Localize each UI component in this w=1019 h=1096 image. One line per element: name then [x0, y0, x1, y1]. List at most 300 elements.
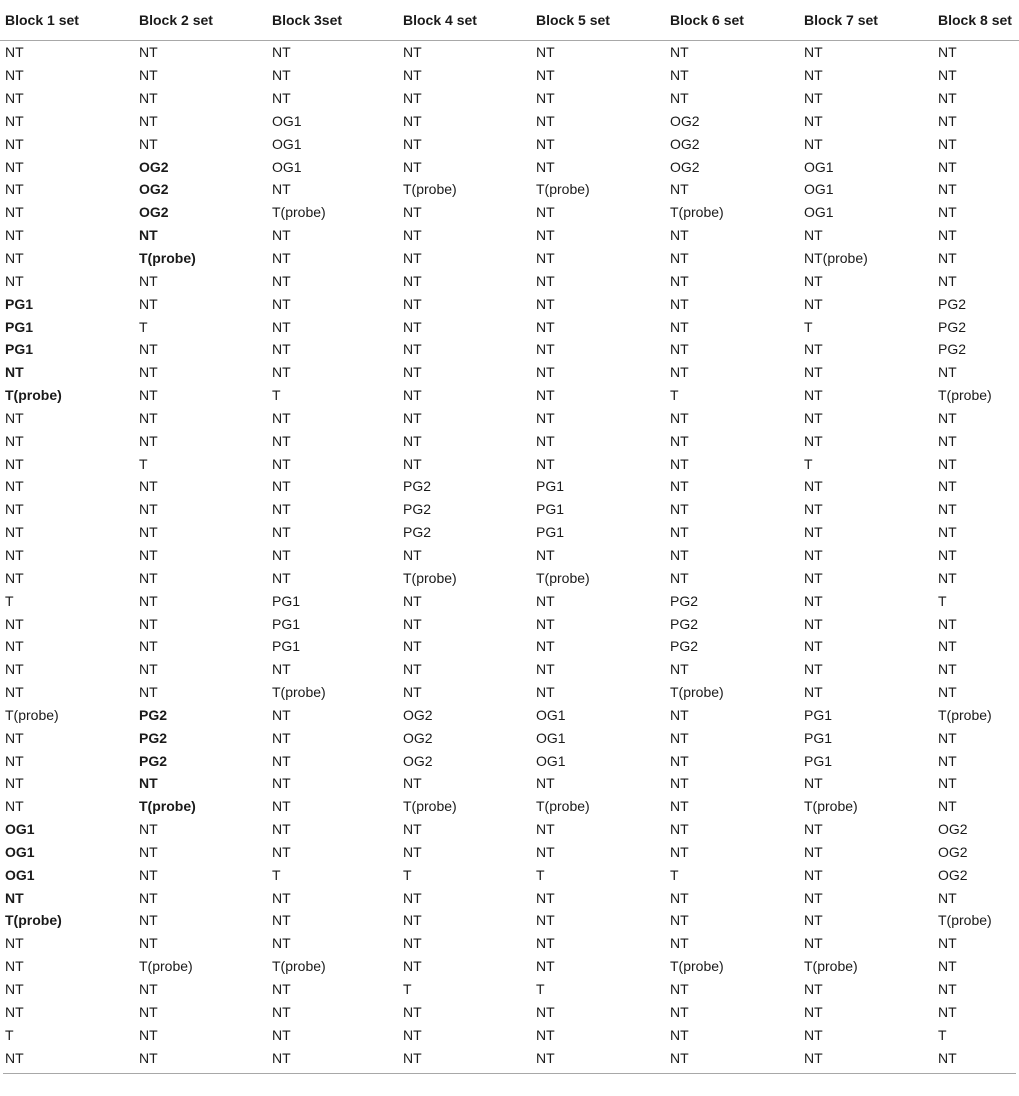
table-cell: T(probe): [804, 958, 858, 975]
table-cell: NT: [403, 67, 422, 84]
table-cell: OG1: [804, 204, 834, 221]
table-cell: NT: [938, 798, 957, 815]
table-row: [0, 41, 1019, 64]
table-cell: T(probe): [139, 250, 196, 267]
table-row: [0, 681, 1019, 704]
table-cell: NT: [938, 935, 957, 952]
table-cell: OG2: [403, 729, 433, 746]
table-cell: NT: [5, 112, 24, 129]
table-cell: NT: [5, 181, 24, 198]
table-cell: T: [5, 592, 14, 609]
table-cell: NT: [139, 364, 158, 381]
table-cell: NT: [670, 501, 689, 518]
table-cell: NT: [403, 775, 422, 792]
table-cell: T(probe): [139, 958, 193, 975]
table-cell: NT: [670, 546, 689, 563]
table-cell: NT: [272, 775, 291, 792]
table-cell: NT: [272, 44, 291, 61]
table-cell: NT: [139, 524, 158, 541]
table-cell: NT: [938, 546, 957, 563]
table-cell: NT: [403, 318, 422, 335]
table-cell: NT: [403, 455, 422, 472]
table-cell: NT: [139, 592, 158, 609]
table-cell: NT: [804, 90, 823, 107]
table-cell: NT: [804, 387, 823, 404]
table-cell: NT: [804, 638, 823, 655]
table-cell: PG2: [670, 638, 699, 655]
table-cell: NT: [5, 752, 24, 769]
table-cell: NT: [670, 775, 689, 792]
table-cell: NT: [139, 1026, 158, 1043]
table-cell: NT: [139, 432, 158, 449]
table-cell: NT: [804, 478, 823, 495]
table-cell: NT: [536, 158, 555, 175]
table-cell: T: [536, 981, 545, 998]
table-cell: NT: [670, 889, 689, 906]
table-cell: NT: [670, 843, 689, 860]
table-cell: NT: [139, 638, 158, 655]
table-row: [0, 566, 1019, 589]
table-cell: T(probe): [403, 798, 457, 815]
table-cell: PG2: [938, 295, 967, 312]
table-cell: PG1: [272, 615, 301, 632]
table-cell: NT: [938, 1049, 957, 1066]
table-cell: OG1: [5, 866, 35, 883]
table-cell: NT: [272, 524, 291, 541]
table-cell: NT: [5, 432, 24, 449]
table-cell: PG2: [139, 706, 168, 723]
table-cell: NT: [536, 889, 555, 906]
table-cell: T: [5, 1026, 14, 1043]
table-cell: T(probe): [272, 958, 326, 975]
table-cell: NT: [536, 364, 555, 381]
table-cell: NT: [272, 90, 291, 107]
table-cell: NT: [5, 775, 24, 792]
table-cell: NT: [536, 204, 555, 221]
table-cell: NT: [403, 592, 422, 609]
table-cell: T: [670, 866, 679, 883]
table-cell: OG2: [670, 112, 700, 129]
table-cell: NT: [536, 250, 555, 267]
table-cell: T(probe): [670, 684, 724, 701]
table-header: [0, 0, 1019, 41]
table-cell: PG1: [804, 729, 833, 746]
table-cell: NT: [536, 387, 555, 404]
table-cell: NT: [403, 135, 422, 152]
table-cell: T(probe): [670, 204, 724, 221]
table-cell: OG2: [938, 843, 968, 860]
table-cell: T(probe): [403, 181, 457, 198]
table-cell: NT: [272, 318, 291, 335]
table-cell: NT: [536, 67, 555, 84]
table-cell: NT: [139, 912, 158, 929]
table-cell: OG1: [804, 158, 834, 175]
table-cell: NT: [272, 501, 291, 518]
table-cell: T(probe): [536, 798, 590, 815]
table-cell: NT: [403, 821, 422, 838]
table-cell: NT: [670, 798, 689, 815]
table-cell: OG2: [139, 181, 169, 198]
table-cell: NT: [670, 729, 689, 746]
table-cell: T(probe): [670, 958, 724, 975]
table-cell: NT: [536, 409, 555, 426]
table-cell: NT: [139, 821, 158, 838]
table-cell: NT: [403, 912, 422, 929]
table-row: [0, 132, 1019, 155]
table-row: [0, 612, 1019, 635]
table-cell: NT: [5, 250, 24, 267]
table-cell: NT: [272, 889, 291, 906]
table-cell: NT: [139, 295, 158, 312]
table-cell: NT: [272, 752, 291, 769]
table-cell: NT: [5, 455, 24, 472]
table-cell: NT: [272, 546, 291, 563]
table-row: [0, 361, 1019, 384]
table-cell: T(probe): [804, 798, 858, 815]
table-cell: NT: [670, 1049, 689, 1066]
table-cell: NT: [5, 684, 24, 701]
table-cell: NT: [139, 44, 158, 61]
header-block-6: Block 6 set: [665, 0, 799, 41]
table-cell: NT: [5, 958, 24, 975]
table-cell: NT: [139, 866, 158, 883]
table-cell: OG1: [272, 112, 302, 129]
table-row: [0, 315, 1019, 338]
table-cell: T(probe): [938, 387, 992, 404]
table-cell: NT: [5, 67, 24, 84]
table-cell: NT: [804, 546, 823, 563]
table-cell: NT: [536, 775, 555, 792]
table-cell: NT: [5, 981, 24, 998]
table-cell: NT: [938, 112, 957, 129]
table-cell: NT: [938, 889, 957, 906]
table-cell: NT: [938, 1003, 957, 1020]
table-cell: NT: [139, 661, 158, 678]
table-cell: NT: [5, 569, 24, 586]
table-cell: NT: [804, 615, 823, 632]
table-cell: T: [938, 592, 947, 609]
header-block-1: Block 1 set: [0, 0, 134, 41]
table-cell: NT: [938, 135, 957, 152]
table-cell: NT: [804, 44, 823, 61]
table-cell: PG2: [139, 752, 168, 769]
table-cell: NT: [670, 1026, 689, 1043]
table-cell: NT: [5, 546, 24, 563]
table-cell: NT: [139, 90, 158, 107]
header-block-2: Block 2 set: [134, 0, 267, 41]
table-cell: NT: [536, 272, 555, 289]
table-cell: NT: [938, 569, 957, 586]
table-cell: NT: [403, 341, 422, 358]
table-row: [0, 452, 1019, 475]
table-cell: NT: [5, 638, 24, 655]
table-cell: OG2: [139, 158, 169, 175]
table-cell: T(probe): [139, 798, 196, 815]
table-cell: NT: [670, 821, 689, 838]
table-cell: PG1: [804, 752, 833, 769]
table-cell: NT: [403, 935, 422, 952]
table-cell: NT: [139, 409, 158, 426]
table-cell: NT: [403, 843, 422, 860]
table-cell: NT: [272, 455, 291, 472]
table-cell: NT: [938, 501, 957, 518]
table-cell: OG1: [272, 158, 302, 175]
table-cell: NT: [938, 44, 957, 61]
table-row: [0, 64, 1019, 87]
table-cell: NT: [536, 432, 555, 449]
table-cell: NT: [670, 250, 689, 267]
table-cell: NT: [938, 455, 957, 472]
table-cell: NT: [536, 135, 555, 152]
table-cell: T(probe): [938, 912, 992, 929]
table-cell: NT: [403, 1049, 422, 1066]
table-cell: NT: [536, 661, 555, 678]
table-cell: NT: [938, 272, 957, 289]
table-cell: NT: [938, 181, 957, 198]
table-cell: NT: [272, 912, 291, 929]
table-cell: NT: [670, 227, 689, 244]
table-row: [0, 909, 1019, 932]
table-cell: NT: [938, 661, 957, 678]
table-cell: NT: [670, 364, 689, 381]
table-cell: NT: [5, 364, 24, 381]
table-cell: OG1: [272, 135, 302, 152]
table-cell: NT: [536, 318, 555, 335]
header-block-4: Block 4 set: [398, 0, 531, 41]
header-block-5: Block 5 set: [531, 0, 665, 41]
table-row: [0, 863, 1019, 886]
table-row: [0, 201, 1019, 224]
table-cell: PG1: [536, 501, 565, 518]
table-cell: NT: [670, 455, 689, 472]
table-cell: NT: [139, 889, 158, 906]
table-cell: PG2: [938, 318, 967, 335]
table-cell: T(probe): [272, 204, 326, 221]
table-cell: NT: [272, 181, 291, 198]
header-block-8: Block 8 set: [933, 0, 1019, 41]
table-cell: NT: [536, 912, 555, 929]
table-cell: NT: [804, 67, 823, 84]
table-cell: NT: [5, 501, 24, 518]
table-cell: NT: [139, 227, 158, 244]
table-cell: NT: [670, 569, 689, 586]
table-cell: NT: [139, 387, 158, 404]
table-cell: NT: [139, 501, 158, 518]
table-cell: NT: [403, 1003, 422, 1020]
table-cell: NT: [139, 684, 158, 701]
header-block-3: Block 3set: [267, 0, 398, 41]
table-cell: NT: [536, 1049, 555, 1066]
table-cell: T(probe): [403, 569, 457, 586]
table-cell: NT: [938, 250, 957, 267]
table-cell: NT: [938, 981, 957, 998]
table-cell: OG2: [670, 158, 700, 175]
table-cell: OG2: [938, 866, 968, 883]
table-cell: NT: [804, 524, 823, 541]
table-cell: NT: [536, 44, 555, 61]
table-cell: NT: [139, 272, 158, 289]
table-cell: NT: [5, 409, 24, 426]
table-cell: NT: [804, 661, 823, 678]
table-row: [0, 703, 1019, 726]
table-cell: NT: [139, 135, 158, 152]
table-cell: NT: [272, 661, 291, 678]
table-cell: NT: [804, 135, 823, 152]
table-row: [0, 932, 1019, 955]
table-cell: NT: [139, 1049, 158, 1066]
table-row: [0, 338, 1019, 361]
table-cell: NT: [938, 684, 957, 701]
table-cell: T(probe): [5, 706, 59, 723]
table-cell: NT: [670, 478, 689, 495]
table-cell: NT: [5, 158, 24, 175]
table-cell: NT: [272, 729, 291, 746]
table-cell: NT: [139, 1003, 158, 1020]
table-row: [0, 1023, 1019, 1046]
table-cell: NT: [804, 775, 823, 792]
table-cell: NT: [5, 935, 24, 952]
table-cell: NT: [670, 181, 689, 198]
table-row: [0, 795, 1019, 818]
table-bottom-rule: [3, 1073, 1016, 1074]
table-cell: NT: [804, 272, 823, 289]
table-cell: PG1: [5, 318, 34, 335]
table-cell: PG1: [536, 524, 565, 541]
table-cell: NT: [804, 1049, 823, 1066]
table-cell: T(probe): [938, 706, 992, 723]
table-cell: NT: [670, 341, 689, 358]
table-cell: NT: [5, 1049, 24, 1066]
table-cell: NT: [272, 981, 291, 998]
table-cell: NT: [272, 364, 291, 381]
table-cell: NT: [5, 135, 24, 152]
table-cell: NT: [670, 981, 689, 998]
table-cell: NT: [272, 1049, 291, 1066]
table-cell: NT: [670, 1003, 689, 1020]
table-cell: NT: [272, 432, 291, 449]
table-cell: NT: [139, 478, 158, 495]
table-cell: NT: [938, 615, 957, 632]
table-cell: NT: [536, 935, 555, 952]
table-row: [0, 658, 1019, 681]
table-cell: NT: [5, 272, 24, 289]
table-cell: NT: [5, 478, 24, 495]
table-cell: PG1: [272, 592, 301, 609]
table-cell: NT: [5, 524, 24, 541]
table-cell: NT: [536, 90, 555, 107]
table-cell: NT: [670, 44, 689, 61]
table-cell: NT: [5, 889, 24, 906]
table-cell: NT: [938, 204, 957, 221]
table-cell: T: [804, 318, 813, 335]
table-cell: NT: [139, 67, 158, 84]
table-row: [0, 955, 1019, 978]
table-cell: NT: [670, 272, 689, 289]
table-cell: PG2: [670, 615, 699, 632]
table-row: [0, 475, 1019, 498]
table-row: [0, 178, 1019, 201]
table-cell: NT: [403, 90, 422, 107]
table-cell: NT: [139, 981, 158, 998]
table-cell: NT: [804, 843, 823, 860]
table-cell: NT: [804, 409, 823, 426]
table-cell: NT: [804, 821, 823, 838]
table-cell: OG2: [139, 204, 169, 221]
table-cell: T(probe): [272, 684, 326, 701]
table-cell: NT: [272, 935, 291, 952]
table-cell: NT: [403, 546, 422, 563]
table-cell: NT: [938, 227, 957, 244]
table-cell: NT: [938, 67, 957, 84]
table-cell: NT: [272, 798, 291, 815]
table-cell: OG1: [5, 843, 35, 860]
table-cell: NT: [938, 638, 957, 655]
table-cell: NT: [139, 775, 158, 792]
table-cell: T: [272, 866, 281, 883]
table-cell: NT: [670, 90, 689, 107]
table-cell: NT: [272, 227, 291, 244]
table-cell: NT: [938, 478, 957, 495]
table-cell: NT: [804, 341, 823, 358]
table-cell: NT: [272, 1026, 291, 1043]
table-cell: PG2: [403, 478, 432, 495]
table-row: [0, 749, 1019, 772]
table-cell: OG2: [670, 135, 700, 152]
table-cell: OG1: [536, 729, 566, 746]
table-cell: NT: [536, 958, 555, 975]
table-cell: NT: [804, 295, 823, 312]
table-cell: T: [403, 866, 412, 883]
table-cell: NT: [403, 204, 422, 221]
table-cell: NT: [536, 684, 555, 701]
table-cell: NT: [670, 295, 689, 312]
table-cell: NT: [804, 935, 823, 952]
table-cell: T: [403, 981, 412, 998]
table-cell: NT: [403, 227, 422, 244]
table-row: [0, 87, 1019, 110]
table-cell: NT: [804, 227, 823, 244]
table-cell: NT: [536, 112, 555, 129]
table-cell: T: [139, 455, 148, 472]
table-cell: NT: [670, 661, 689, 678]
table-cell: NT: [403, 1026, 422, 1043]
table-cell: NT: [403, 295, 422, 312]
table-cell: NT: [272, 706, 291, 723]
table-cell: T: [536, 866, 545, 883]
table-cell: NT: [804, 112, 823, 129]
table-cell: NT: [403, 958, 422, 975]
table-cell: OG1: [804, 181, 834, 198]
table-row: [0, 155, 1019, 178]
table-cell: NT: [5, 798, 24, 815]
table-row: [0, 1046, 1019, 1069]
table-body: [0, 41, 1019, 1069]
table-cell: NT: [938, 752, 957, 769]
table-row: [0, 521, 1019, 544]
table-cell: OG2: [403, 706, 433, 723]
table-cell: NT: [272, 843, 291, 860]
table-cell: NT: [139, 843, 158, 860]
table-row: [0, 224, 1019, 247]
table-cell: NT: [272, 821, 291, 838]
table-cell: OG1: [5, 821, 35, 838]
table-row: [0, 384, 1019, 407]
table-cell: NT: [5, 227, 24, 244]
table-cell: OG1: [536, 752, 566, 769]
header-block-7: Block 7 set: [799, 0, 933, 41]
table-cell: NT: [272, 250, 291, 267]
table-row: [0, 498, 1019, 521]
